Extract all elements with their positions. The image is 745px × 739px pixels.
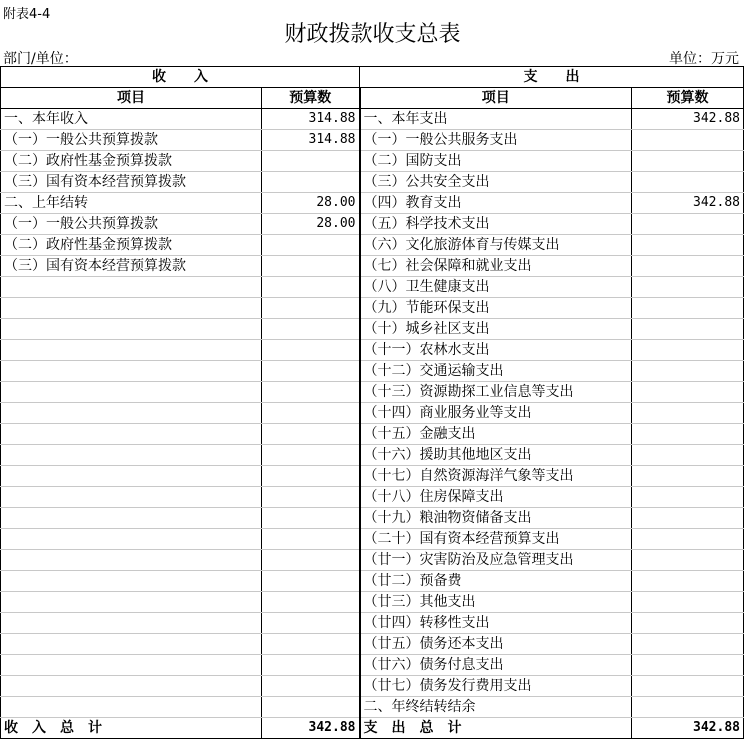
income-amount: [262, 235, 360, 256]
expense-item: （三）公共安全支出: [360, 172, 632, 193]
income-amount: 314.88: [262, 130, 360, 151]
income-amount: 28.00: [262, 193, 360, 214]
expense-amount-header: 预算数: [632, 88, 744, 109]
income-item: [1, 319, 262, 340]
expense-item: （七）社会保障和就业支出: [360, 256, 632, 277]
income-item: 二、上年结转: [1, 193, 262, 214]
table-row: [1, 571, 744, 592]
income-item: [1, 445, 262, 466]
income-amount: [262, 340, 360, 361]
expense-item: （十一）农林水支出: [360, 340, 632, 361]
page-title: 财政拨款收支总表: [284, 22, 461, 47]
expense-item: （二十）国有资本经营预算支出: [360, 529, 632, 550]
income-amount: [262, 361, 360, 382]
expense-total-value: 342.88: [632, 718, 744, 739]
table-row: [1, 634, 744, 655]
expense-amount: [632, 214, 744, 235]
expense-item: （六）文化旅游体育与传媒支出: [360, 235, 632, 256]
income-amount: [262, 403, 360, 424]
expense-amount: [632, 487, 744, 508]
income-item: [1, 277, 262, 298]
column-header-row: [1, 88, 744, 109]
income-amount: [262, 571, 360, 592]
table-row: [1, 613, 744, 634]
table-row: [1, 592, 744, 613]
income-item: [1, 487, 262, 508]
table-row: [1, 697, 744, 718]
expense-amount: [632, 424, 744, 445]
income-amount: [262, 382, 360, 403]
income-item: [1, 592, 262, 613]
expense-item: （九）节能环保支出: [360, 298, 632, 319]
income-amount: [262, 613, 360, 634]
expense-item: （廿六）债务付息支出: [360, 655, 632, 676]
expense-amount: [632, 697, 744, 718]
expense-amount: [632, 361, 744, 382]
table-row: [1, 130, 744, 151]
income-amount: 28.00: [262, 214, 360, 235]
income-amount: 314.88: [262, 109, 360, 130]
annex-number: 附表4-4: [3, 7, 51, 22]
expense-amount: [632, 235, 744, 256]
expense-item: （十四）商业服务业等支出: [360, 403, 632, 424]
table-row: [1, 298, 744, 319]
income-item: [1, 655, 262, 676]
expense-item: （四）教育支出: [360, 193, 632, 214]
expense-item: 二、年终结转结余: [360, 697, 632, 718]
table-row: [1, 214, 744, 235]
income-amount: [262, 277, 360, 298]
expense-amount: [632, 340, 744, 361]
expense-amount: [632, 571, 744, 592]
expense-item: （十九）粮油物资储备支出: [360, 508, 632, 529]
income-item: [1, 676, 262, 697]
expense-amount: [632, 172, 744, 193]
expense-item: （廿四）转移性支出: [360, 613, 632, 634]
income-amount: [262, 655, 360, 676]
table-row: [1, 676, 744, 697]
income-item: [1, 550, 262, 571]
income-amount: [262, 424, 360, 445]
expense-amount: [632, 592, 744, 613]
income-item: （二）政府性基金预算拨款: [1, 151, 262, 172]
income-item: （二）政府性基金预算拨款: [1, 235, 262, 256]
income-item: [1, 613, 262, 634]
income-amount: [262, 676, 360, 697]
expense-item: （廿一）灾害防治及应急管理支出: [360, 550, 632, 571]
expense-amount: [632, 529, 744, 550]
expense-amount: [632, 319, 744, 340]
income-amount: [262, 529, 360, 550]
income-item: [1, 634, 262, 655]
group-header-row: [1, 67, 744, 88]
expense-group-header: 支 出: [360, 67, 744, 88]
income-amount: [262, 487, 360, 508]
income-item: [1, 382, 262, 403]
table-row: [1, 151, 744, 172]
expense-amount: [632, 508, 744, 529]
income-total-value: 342.88: [262, 718, 360, 739]
expense-item: （廿二）预备费: [360, 571, 632, 592]
expense-item: （一）一般公共服务支出: [360, 130, 632, 151]
income-item-header: 项目: [1, 88, 262, 109]
department-label: 部门/单位：: [3, 51, 78, 67]
expense-amount: [632, 634, 744, 655]
expense-amount: [632, 403, 744, 424]
expense-item: （十六）援助其他地区支出: [360, 445, 632, 466]
income-item: [1, 466, 262, 487]
budget-table: [0, 66, 744, 739]
table-row: [1, 466, 744, 487]
income-item: [1, 508, 262, 529]
expense-item: （廿七）债务发行费用支出: [360, 676, 632, 697]
expense-total-label: 支 出 总 计: [360, 718, 632, 739]
income-item: [1, 529, 262, 550]
expense-item: （八）卫生健康支出: [360, 277, 632, 298]
expense-item: （十七）自然资源海洋气象等支出: [360, 466, 632, 487]
table-row: [1, 550, 744, 571]
table-row: [1, 235, 744, 256]
expense-item: （廿五）债务还本支出: [360, 634, 632, 655]
expense-item: （十五）金融支出: [360, 424, 632, 445]
income-item: [1, 361, 262, 382]
income-item: （一）一般公共预算拨款: [1, 130, 262, 151]
table-row: [1, 403, 744, 424]
income-item: （三）国有资本经营预算拨款: [1, 172, 262, 193]
income-amount: [262, 445, 360, 466]
expense-amount: [632, 550, 744, 571]
table-row: [1, 193, 744, 214]
expense-amount: [632, 655, 744, 676]
table-row: [1, 361, 744, 382]
table-row: [1, 277, 744, 298]
income-group-header: 收 入: [1, 67, 360, 88]
expense-item: （二）国防支出: [360, 151, 632, 172]
table-row: [1, 172, 744, 193]
income-amount: [262, 508, 360, 529]
expense-item-header: 项目: [360, 88, 632, 109]
income-amount: [262, 697, 360, 718]
table-row: [1, 487, 744, 508]
expense-amount: [632, 613, 744, 634]
table-row: [1, 256, 744, 277]
expense-amount: 342.88: [632, 193, 744, 214]
expense-amount: [632, 445, 744, 466]
expense-amount: [632, 277, 744, 298]
income-item: [1, 571, 262, 592]
table-row: [1, 109, 744, 130]
income-item: [1, 298, 262, 319]
expense-amount: [632, 151, 744, 172]
income-item: [1, 340, 262, 361]
income-total-label: 收 入 总 计: [1, 718, 262, 739]
expense-amount: [632, 382, 744, 403]
income-amount: [262, 319, 360, 340]
income-amount: [262, 592, 360, 613]
expense-amount: [632, 466, 744, 487]
income-amount: [262, 466, 360, 487]
expense-amount: [632, 298, 744, 319]
expense-item: 一、本年支出: [360, 109, 632, 130]
expense-amount: [632, 130, 744, 151]
income-amount: [262, 256, 360, 277]
income-item: （三）国有资本经营预算拨款: [1, 256, 262, 277]
table-row: [1, 445, 744, 466]
expense-item: （廿三）其他支出: [360, 592, 632, 613]
table-row: [1, 529, 744, 550]
income-amount: [262, 634, 360, 655]
unit-label: 单位：万元: [669, 51, 739, 67]
table-row: [1, 382, 744, 403]
expense-item: （十八）住房保障支出: [360, 487, 632, 508]
expense-item: （五）科学技术支出: [360, 214, 632, 235]
expense-item: （十三）资源勘探工业信息等支出: [360, 382, 632, 403]
income-amount-header: 预算数: [262, 88, 360, 109]
income-amount: [262, 550, 360, 571]
table-row: [1, 424, 744, 445]
expense-item: （十）城乡社区支出: [360, 319, 632, 340]
expense-amount: [632, 256, 744, 277]
expense-item: （十二）交通运输支出: [360, 361, 632, 382]
table-row: [1, 319, 744, 340]
income-item: （一）一般公共预算拨款: [1, 214, 262, 235]
expense-amount: [632, 676, 744, 697]
table-row: [1, 655, 744, 676]
income-amount: [262, 151, 360, 172]
income-item: [1, 403, 262, 424]
table-row: [1, 340, 744, 361]
income-item: [1, 424, 262, 445]
table-row: [1, 508, 744, 529]
total-row: [1, 718, 744, 739]
income-item: [1, 697, 262, 718]
income-amount: [262, 298, 360, 319]
income-amount: [262, 172, 360, 193]
expense-amount: 342.88: [632, 109, 744, 130]
income-item: 一、本年收入: [1, 109, 262, 130]
